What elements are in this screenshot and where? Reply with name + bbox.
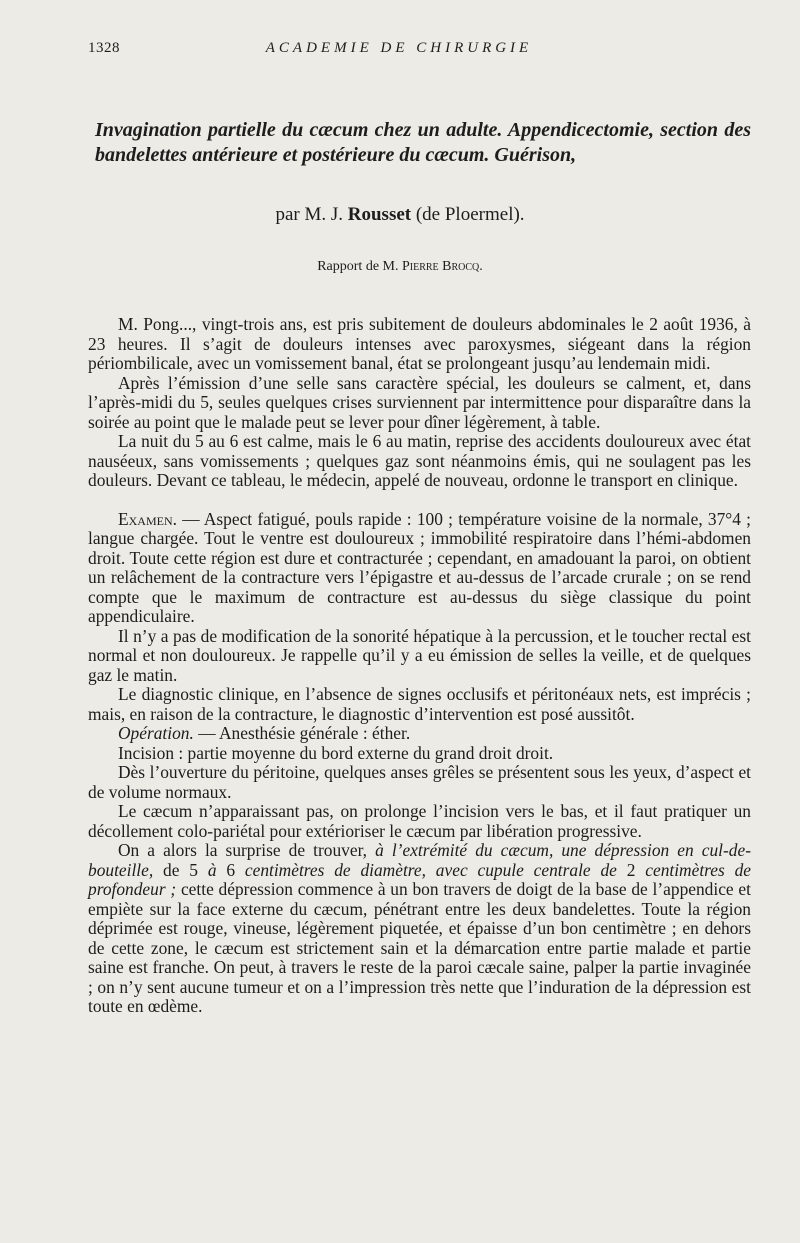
page-number: 1328: [88, 40, 120, 56]
operation-label: Opération.: [118, 723, 194, 743]
article-body: [88, 315, 751, 1017]
report-line: [0, 259, 800, 275]
paragraph-findings: On a alors la surprise de trouver, à l’extrémité du cæcum, une dépression en cul-de-bouteille, de 5 à 6 centimètres de diamètre, avec cupule centrale de 2 centimètres de profondeur ; cette dépression commence à un bon travers de doigt de la base de l’appendice et empiète sur la face externe du cæcum, pénétrant entre les deux bandelettes. Toute la région déprimée est rouge, vineuse, légèrement piquetée, et épaisse d’un bon centimètre ; en dehors de cette zone, le cæcum est strictement sain et la démarcation entre partie malade et partie saine est franche. On peut, à travers le reste de la paroi cæcale saine, palper la partie invaginée ; on n’y sent aucune tumeur et on a l’impression très nette que l’induration de la dépression est toute en œdème.: [88, 840, 752, 1016]
author-location: (de Ploermel).: [411, 204, 525, 225]
article-title: Invagination partielle du cæcum chez un adulte. Appendicectomie, section des bandelettes antérieure et postérieure du cæcum. Guérison,: [95, 119, 751, 166]
byline-prefix: par M. J.: [275, 204, 348, 225]
paragraph-percussion: Il n’y a pas de modification de la sonorité hépatique à la percussion, et le toucher rectal est normal et non douloureux. Je rappelle qu’il y a eu émission de selles la veille, et de quelques gaz le matin.: [88, 625, 751, 685]
paragraph-history-remission: Après l’émission d’une selle sans caractère spécial, les douleurs se calment, et, dans l’après-midi du 5, seules quelques crises surviennent par intermittence pour disparaître dans la soirée au point que le malade peut se lever pour dîner légèrement, à table.: [88, 372, 751, 432]
author-name: Rousset: [347, 204, 412, 225]
reporter-name: Pierre Brocq.: [401, 259, 483, 274]
paragraph-diagnosis: Le diagnostic clinique, en l’absence de signes occlusifs et péritonéaux nets, est imprécis ; mais, en raison de la contracture, le diagnostic d’intervention est posé aussitôt.: [88, 684, 751, 724]
paragraph-peritoneum: Dès l’ouverture du péritoine, quelques anses grêles se présentent sous les yeux, d’aspect et de volume normaux.: [88, 762, 751, 802]
paragraph-history-onset: M. Pong..., vingt-trois ans, est pris subitement de douleurs abdominales le 2 août 1936, à 23 heures. Il s’agit de douleurs intenses avec paroxysmes, siégeant dans la région périombilicale, avec un vomissement banal, état se prolongeant jusqu’au lendemain midi.: [88, 314, 751, 373]
paragraph-examination: Examen. — Aspect fatigué, pouls rapide : 100 ; température voisine de la normale, 37°4 ; langue chargée. Tout le ventre est douloureux ; immobilité respiratoire dans l’hémi-abdomen droit. Toute cette région est dure et contracturée ; cependant, en amadouant la paroi, on obtient un relâchement de la contracture vers l’épigastre et au-dessus de l’arcade crurale ; on se rend compte que le maximum de contracture est au-dessus du siège classique du point appendiculaire.: [88, 508, 751, 626]
paragraph-operation: Opération. — Anesthésie générale : éther.: [118, 723, 411, 743]
running-header: [88, 40, 740, 62]
byline: [0, 204, 800, 226]
paragraph-history-relapse: La nuit du 5 au 6 est calme, mais le 6 au matin, reprise des accidents douloureux avec état nauséeux, sans vomissements ; quelques gaz sont néanmoins émis, qui ne soulagent pas les douleurs. Devant ce tableau, le médecin, appelé de nouveau, ordonne le transport en clinique.: [88, 431, 751, 490]
paragraph-caecum: Le cæcum n’apparaissant pas, on prolonge l’incision vers le bas, et il faut pratiquer un décollement colo-pariétal pour extérioriser le cæcum par libération progressive.: [88, 801, 751, 841]
paragraph-incision: Incision : partie moyenne du bord externe du grand droit droit.: [118, 742, 554, 763]
report-prefix: Rapport de M.: [317, 259, 402, 274]
journal-title: ACADEMIE DE CHIRURGIE: [265, 40, 533, 56]
examination-label: Examen.: [118, 508, 177, 529]
